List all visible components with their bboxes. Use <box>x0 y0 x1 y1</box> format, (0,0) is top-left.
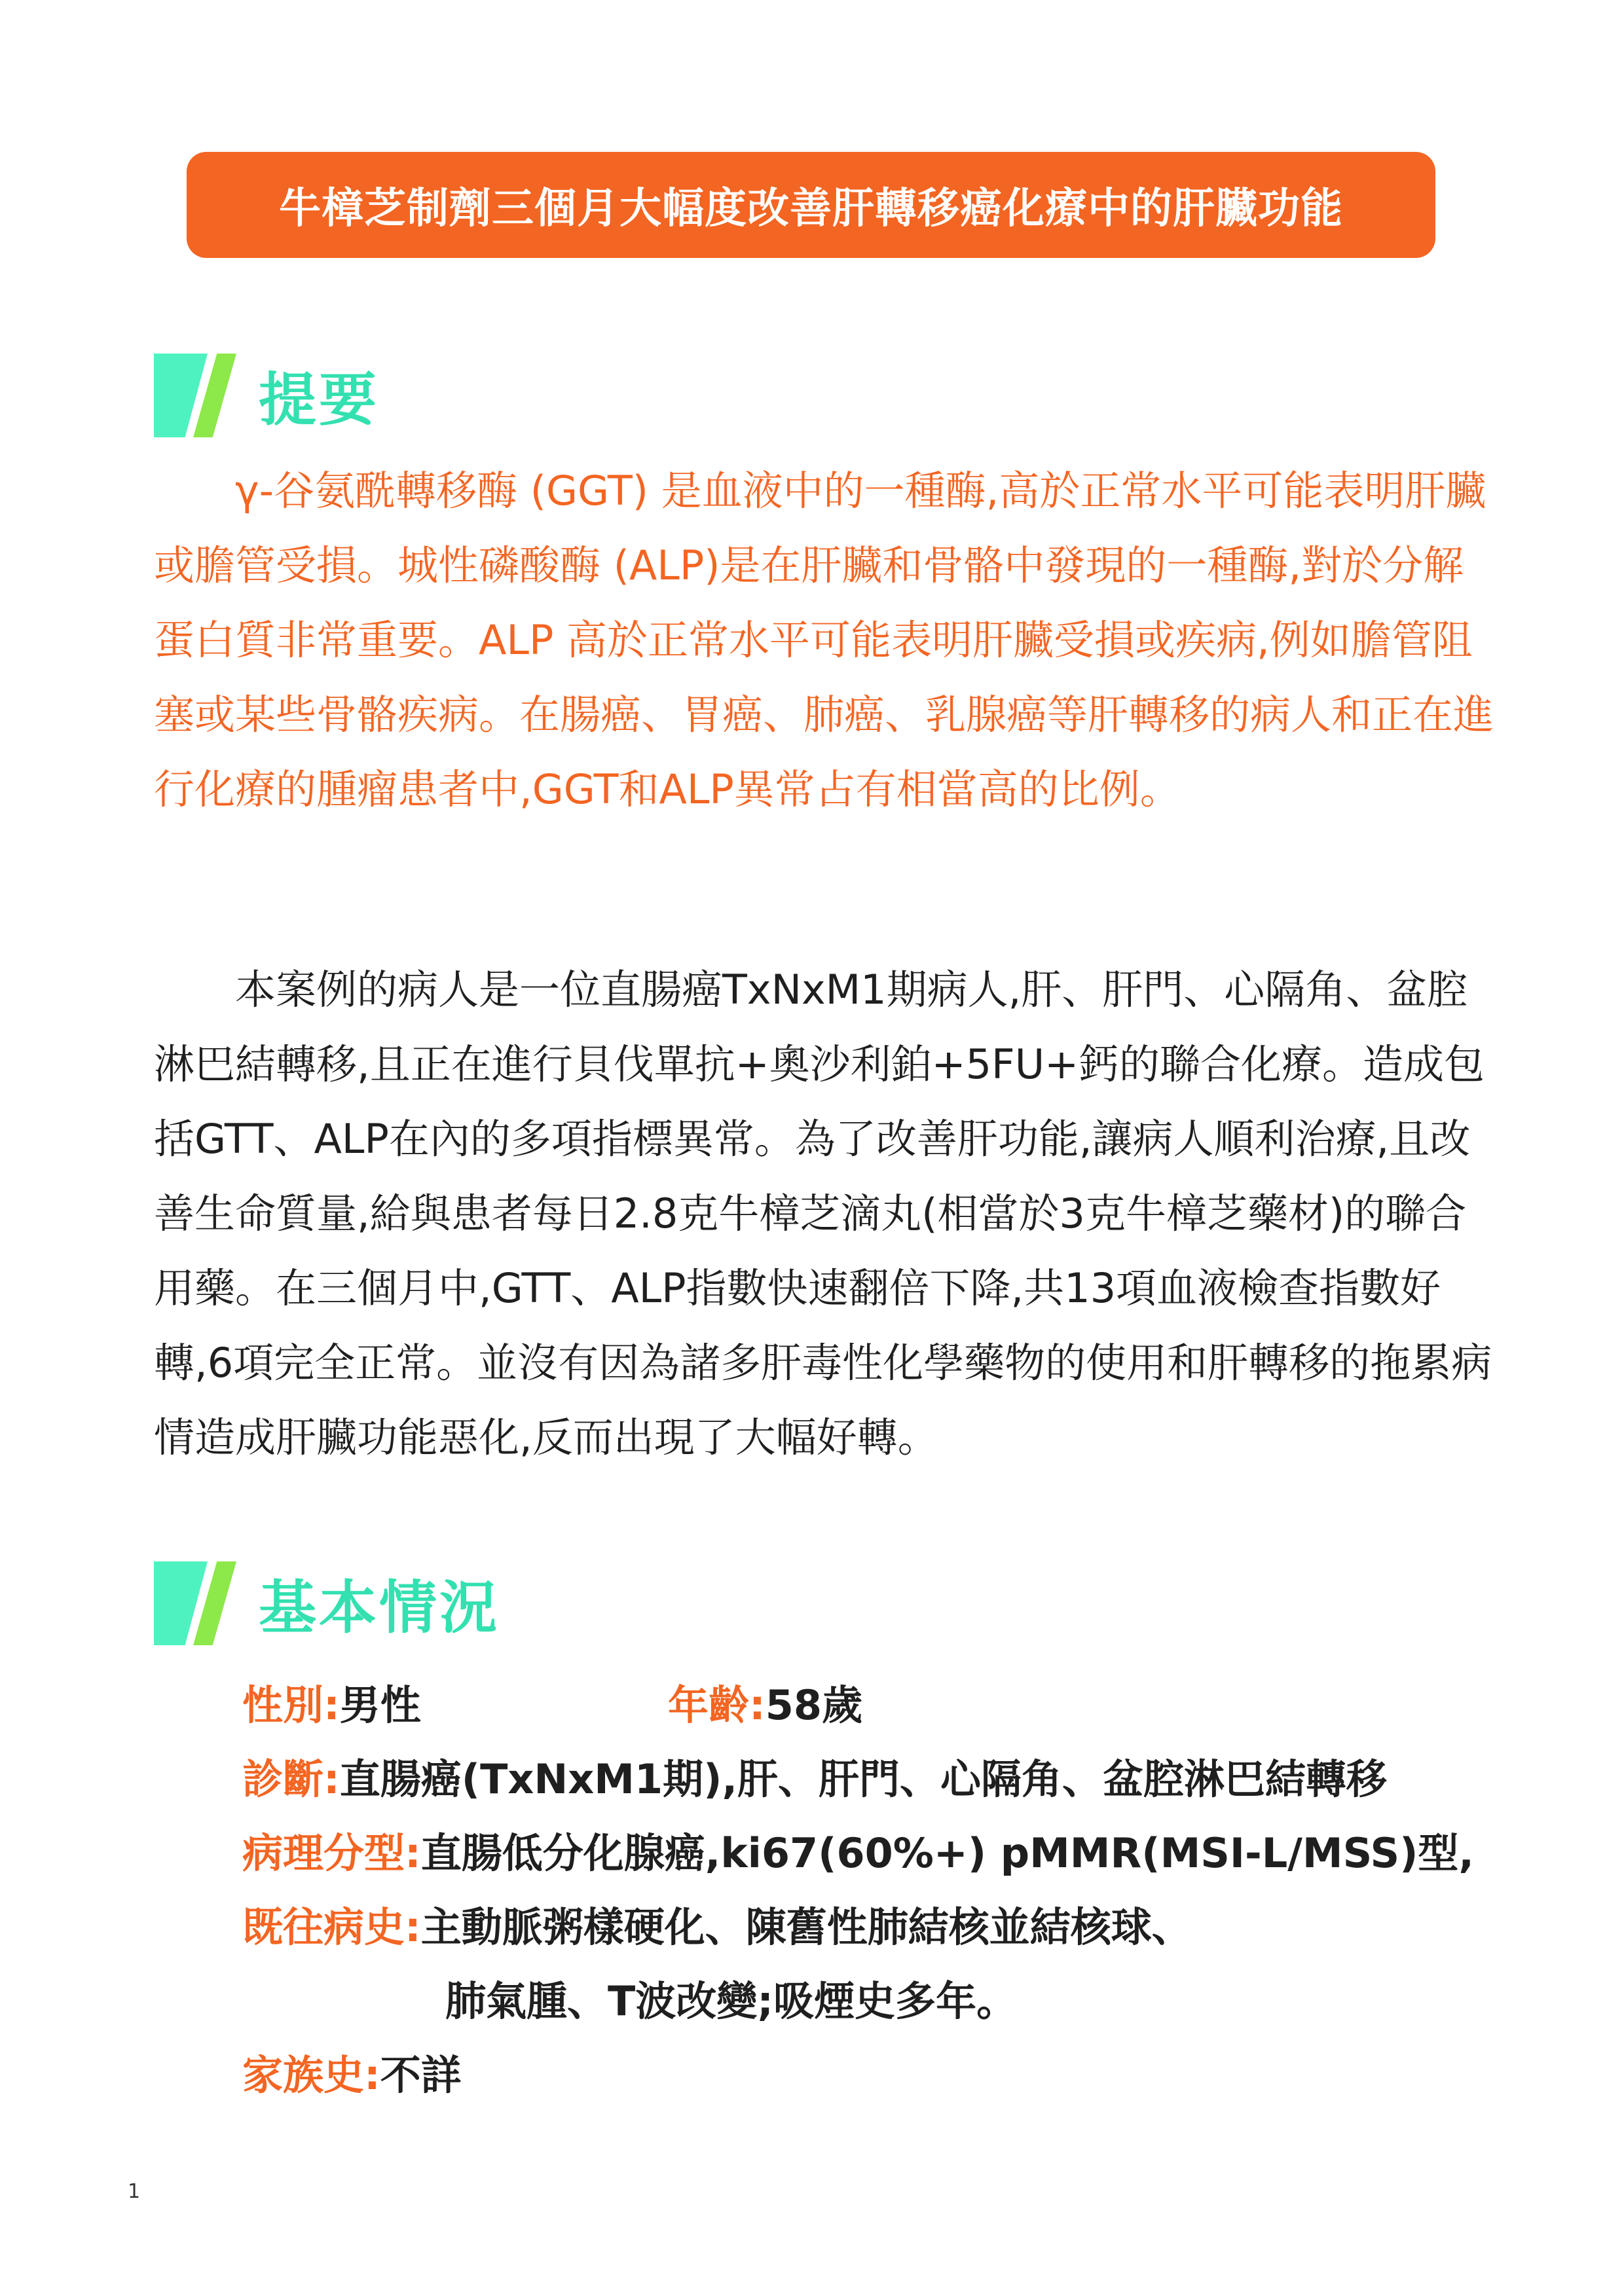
age-row <box>668 1673 862 1731</box>
history-value-2: 肺氣腫、T波改變;吸煙史多年。 <box>445 1977 1018 2025</box>
section-marker-icon <box>154 354 239 437</box>
age-label: 年齡: <box>668 1681 766 1729</box>
section-header-basic <box>154 1561 500 1645</box>
summary-text: γ-谷氨酰轉移酶 (GGT) 是血液中的一種酶,高於正常水平可能表明肝臟或膽管受損。城性磷酸酶 (ALP)是在肝臟和骨骼中發現的一種酶,對於分解蛋白質非常重要。ALP 高於正常水平可能表明肝臟受損或疾病,例如膽管阻塞或某些骨骼疾病。在腸癌、胃癌、肺癌、乳腺癌等肝轉移的病人和正在進行化療的腫瘤患者中,GGT和ALP異常占有相當高的比例。 <box>154 467 1494 813</box>
page-number: 1 <box>128 2180 141 2203</box>
case-text: 本案例的病人是一位直腸癌TxNxM1期病人,肝、肝門、心隔角、盆腔淋巴結轉移,且正在進行貝伐單抗+奧沙利鉑+5FU+鈣的聯合化療。造成包括GTT、ALP在內的多項指標異常。為了改善肝功能,讓病人順利治療,且改善生命質量,給與患者每日2.8克牛樟芝滴丸(相當於3克牛樟芝藥材)的聯合用藥。在三個月中,GTT、ALP指數快速翻倍下降,共13項血液檢查指數好轉,6項完全正常。並沒有因為諸多肝毒性化學藥物的使用和肝轉移的拖累病情造成肝臟功能惡化,反而出現了大幅好轉。 <box>154 966 1492 1461</box>
section-header-summary <box>154 354 379 437</box>
section-title-summary: 提要 <box>259 366 380 433</box>
gender-label: 性別: <box>242 1681 340 1729</box>
section-title-basic: 基本情況 <box>259 1574 500 1641</box>
gender-row <box>242 1673 421 1731</box>
pathology-label: 病理分型: <box>242 1829 421 1877</box>
diagnosis-label: 診斷: <box>242 1755 340 1803</box>
section-marker-icon <box>154 1561 239 1645</box>
document-title: 牛樟芝制劑三個月大幅度改善肝轉移癌化療中的肝臟功能 <box>279 185 1343 233</box>
history-value-1: 主動脈粥樣硬化、陳舊性肺結核並結核球、 <box>420 1903 1192 1951</box>
summary-paragraph <box>154 454 1496 827</box>
family-history-label: 家族史: <box>242 2051 380 2099</box>
pathology-row <box>242 1821 1474 1879</box>
diagnosis-value: 直腸癌(TxNxM1期),肝、肝門、心隔角、盆腔淋巴結轉移 <box>339 1755 1388 1803</box>
gender-value: 男性 <box>339 1681 421 1729</box>
family-history-value: 不詳 <box>380 2051 462 2099</box>
diagnosis-row <box>242 1747 1387 1805</box>
pathology-value: 直腸低分化腺癌,ki67(60%+) pMMR(MSI-L/MSS)型, <box>420 1829 1474 1877</box>
age-value: 58歲 <box>765 1681 863 1729</box>
case-paragraph <box>154 953 1496 1475</box>
document-title-banner <box>187 152 1435 258</box>
family-history-row <box>242 2043 462 2101</box>
history-row-continued <box>445 1969 1017 2027</box>
history-label: 既往病史: <box>242 1903 421 1951</box>
history-row <box>242 1895 1192 1953</box>
